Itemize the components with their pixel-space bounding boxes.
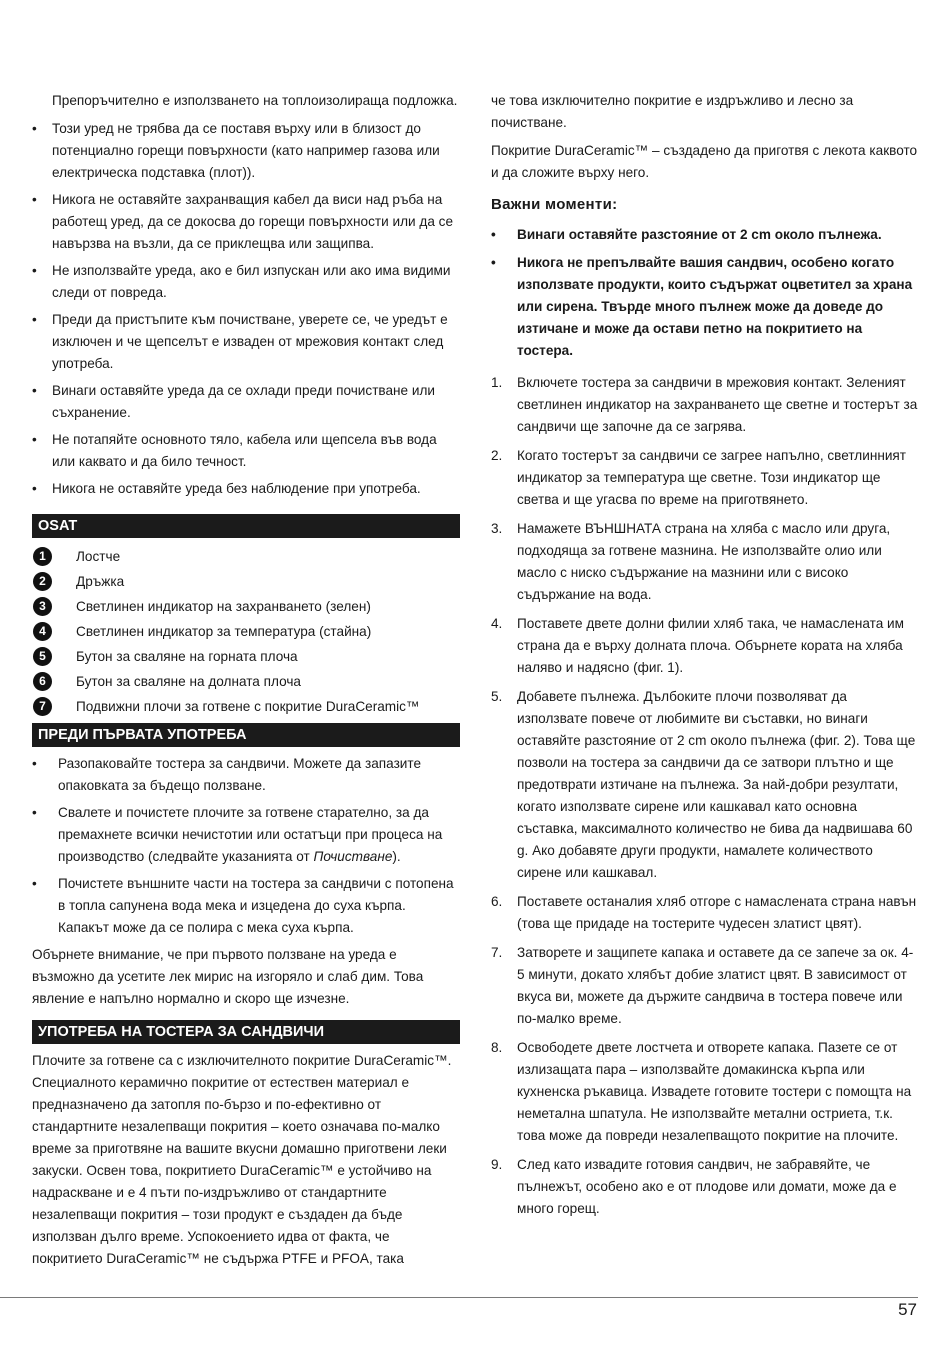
steps-list <box>491 372 919 1220</box>
page-number: 57 <box>898 1300 917 1319</box>
list-item: • Разопаковайте тостера за сандвичи. Можете да запазите опаковката за бъдещо ползване. <box>32 753 460 797</box>
step-text: Включете тостера за сандвичи в мрежовия контакт. Зеленият светлинен индикатор на захранването ще светне и тостерът за сандвичи ще започне да се загрява. <box>517 375 918 434</box>
number-badge: 7 <box>33 697 52 716</box>
list-item-text: Свалете и почистете плочите за готвене старателно, за да премахнете всички нечистотии или остатъци при процеса на производство (следвайте указанията от <box>58 805 443 864</box>
step-number: 5. <box>491 689 503 704</box>
list-item: • Никога не оставяйте захранващия кабел да виси над ръба на работещ уред, да се докосва до горещи повърхности или да се навързва на възли, да се приклещва или защипва. <box>32 189 460 255</box>
step-number: 9. <box>491 1157 503 1172</box>
step-text: Добавете пълнежа. Дълбоките плочи позволяват да използвате повече от любимите ви съставки, но винаги оставяйте разстояние от 2 cm около пълнежа (фиг. 2). Това ще позволи на тостера за сандвичи да се затвори плътно и ще предотврати изтичане на пълнежа. За най-добри резултати, когато използвате сирене или кашкавал като основна съставка, максималното количество не бива да надвишава 60 g. Ако добавяте други продукти, намалете количеството сирене или кашкавал. <box>517 689 916 880</box>
step-number: 4. <box>491 616 503 631</box>
section-heading-first-use: ПРЕДИ ПЪРВАТА УПОТРЕБА <box>32 723 460 747</box>
step-number: 2. <box>491 448 503 463</box>
list-item: • Не използвайте уреда, ако е бил изпускан или ако има видими следи от повреда. <box>32 260 460 304</box>
first-use-note: Обърнете внимание, че при първото ползване на уреда е възможно да усетите лек мирис на изгоряло и слаб дим. Това явление е напълно нормално и скоро ще изчезне. <box>32 947 424 1006</box>
step-item <box>491 942 919 1030</box>
step-number: 3. <box>491 521 503 536</box>
number-badge: 4 <box>33 622 52 641</box>
step-text: Поставете двете долни филии хляб така, че намаслената им страна да е върху долната плоча. Обърнете кората на хляба наляво и надясно (фиг. 1). <box>517 616 904 675</box>
part-item <box>32 619 460 644</box>
step-text: Поставете останалия хляб отгоре с намаслената страна навън (това ще придаде на тостерите чудесен златист цвят). <box>517 894 917 931</box>
step-item <box>491 372 919 438</box>
step-item <box>491 613 919 679</box>
step-text: Когато тостерът за сандвичи се загрее напълно, светлинният индикатор за температура ще светне. Този индикатор ще светва и ще угасва по време на приготвянето. <box>517 448 907 507</box>
footer-divider <box>0 1297 918 1298</box>
step-item <box>491 686 919 884</box>
part-item <box>32 594 460 619</box>
step-item <box>491 1154 919 1220</box>
number-badge: 6 <box>33 672 52 691</box>
number-badge: 2 <box>33 572 52 591</box>
left-column <box>32 90 460 1276</box>
section-heading-osat: OSAT <box>32 514 460 538</box>
step-item <box>491 445 919 511</box>
part-label: Бутон за сваляне на долната плоча <box>76 674 301 689</box>
list-item: • Винаги оставяйте разстояние от 2 cm около пълнежа. <box>491 224 919 246</box>
list-item: • Преди да пристъпите към почистване, уверете се, че уредът е изключен и че щепселът е изваден от мрежовия контакт след употреба. <box>32 309 460 375</box>
part-item <box>32 569 460 594</box>
important-heading: Важни моменти: <box>491 196 618 213</box>
safety-list <box>32 118 460 500</box>
intro-continuation: Препоръчително е използването на топлоизолираща подложка. <box>52 93 458 108</box>
step-number: 8. <box>491 1040 503 1055</box>
step-text: След като извадите готовия сандвич, не забравяйте, че пълнежът, особено ако е от плодове или домати, може да е много горещ. <box>517 1157 897 1216</box>
step-number: 7. <box>491 945 503 960</box>
list-item <box>32 802 460 868</box>
step-text: Затворете и защипете капака и оставете да се запече за ок. 4-5 минути, докато хлябът добие златист цвят. В зависимост от вкуса ви, можете да държите сандвича в тостера повече или по-малко време. <box>517 945 914 1026</box>
list-item: • Не потапяйте основното тяло, кабела или щепсела във вода или каквато и да било течност. <box>32 429 460 473</box>
right-column <box>491 90 919 1227</box>
list-item: • Този уред не трябва да се поставя върху или в близост до потенциално горещи повърхности (като например газова или електрическа подставка (плот)). <box>32 118 460 184</box>
part-label: Светлинен индикатор за температура (стайна) <box>76 624 372 639</box>
continuation-paragraph: че това изключително покритие е издръжливо и лесно за почистване. <box>491 93 854 130</box>
duraceramic-paragraph: Покритие DuraCeramic™ – създадено да приготвя с лекота каквото и да сложите върху него. <box>491 143 918 180</box>
part-label: Дръжка <box>76 574 125 589</box>
step-item <box>491 518 919 606</box>
number-badge: 1 <box>33 547 52 566</box>
part-label: Бутон за сваляне на горната плоча <box>76 649 298 664</box>
list-item: • Почистете външните части на тостера за сандвичи с потопена в топла сапунена вода мека и изцедена до суха кърпа. Капакът може да се полира с мека суха кърпа. <box>32 873 460 939</box>
part-item <box>32 669 460 694</box>
cleaning-reference: Почистване <box>313 849 393 864</box>
part-label: Лостче <box>76 549 121 564</box>
step-text: Намажете ВЪНШНАТА страна на хляба с масло или друга, подходяща за готвене мазнина. Не използвайте олио или масло с ниско съдържание на мазнини или с високо съдържание на вода. <box>517 521 891 602</box>
list-item: • Винаги оставяйте уреда да се охлади преди почистване или съхранение. <box>32 380 460 424</box>
part-label: Светлинен индикатор на захранването (зелен) <box>76 599 371 614</box>
list-item-text-end: ). <box>392 849 401 864</box>
number-badge: 3 <box>33 597 52 616</box>
step-number: 1. <box>491 375 503 390</box>
part-item <box>32 644 460 669</box>
step-number: 6. <box>491 894 503 909</box>
part-label: Подвижни плочи за готвене с покритие DuraCeramic™ <box>76 699 420 714</box>
part-item <box>32 694 460 719</box>
section-heading-usage: УПОТРЕБА НА ТОСТЕРА ЗА САНДВИЧИ <box>32 1020 460 1044</box>
step-item <box>491 891 919 935</box>
step-text: Освободете двете лостчета и отворете капака. Пазете се от излизащата пара – използвайте домакинска кърпа или кухненска ръкавица. Извадете готовите тостери с помощта на неметална шпатула. Не използвайте метални остриета, т.к. това може да повреди незалепващото покритие на плочите. <box>517 1040 912 1143</box>
parts-list <box>32 544 460 719</box>
list-item: • Никога не препълвайте вашия сандвич, особено когато използвате продукти, които съдържат оцветител за храна или сирена. Твърде много пълнеж може да доведе до изтичане и може да остави петно на покритието на тостера. <box>491 252 919 362</box>
step-item <box>491 1037 919 1147</box>
part-item <box>32 544 460 569</box>
usage-paragraph: Плочите за готвене са с изключителното покритие DuraCeramic™. Специалното керамично покритие от естествен материал е предназначено да затопля по-бързо и по-ефективно от стандартните незалепващи покрития – което означава по-малко време за приготвяне на вашите вкусни домашно приготвени леки закуски. Освен това, покритието DuraCeramic™ е устойчиво на надраскване и е 4 пъти по-издръжливо от стандартните незалепващи покрития – този продукт е създаден да бъде използван дълго време. Успокоението идва от факта, че покритието DuraCeramic™ не съдържа PTFE и PFOA, така <box>32 1053 452 1266</box>
list-item: • Никога не оставяйте уреда без наблюдение при употреба. <box>32 478 460 500</box>
important-list <box>491 224 919 362</box>
first-use-list <box>32 753 460 939</box>
number-badge: 5 <box>33 647 52 666</box>
